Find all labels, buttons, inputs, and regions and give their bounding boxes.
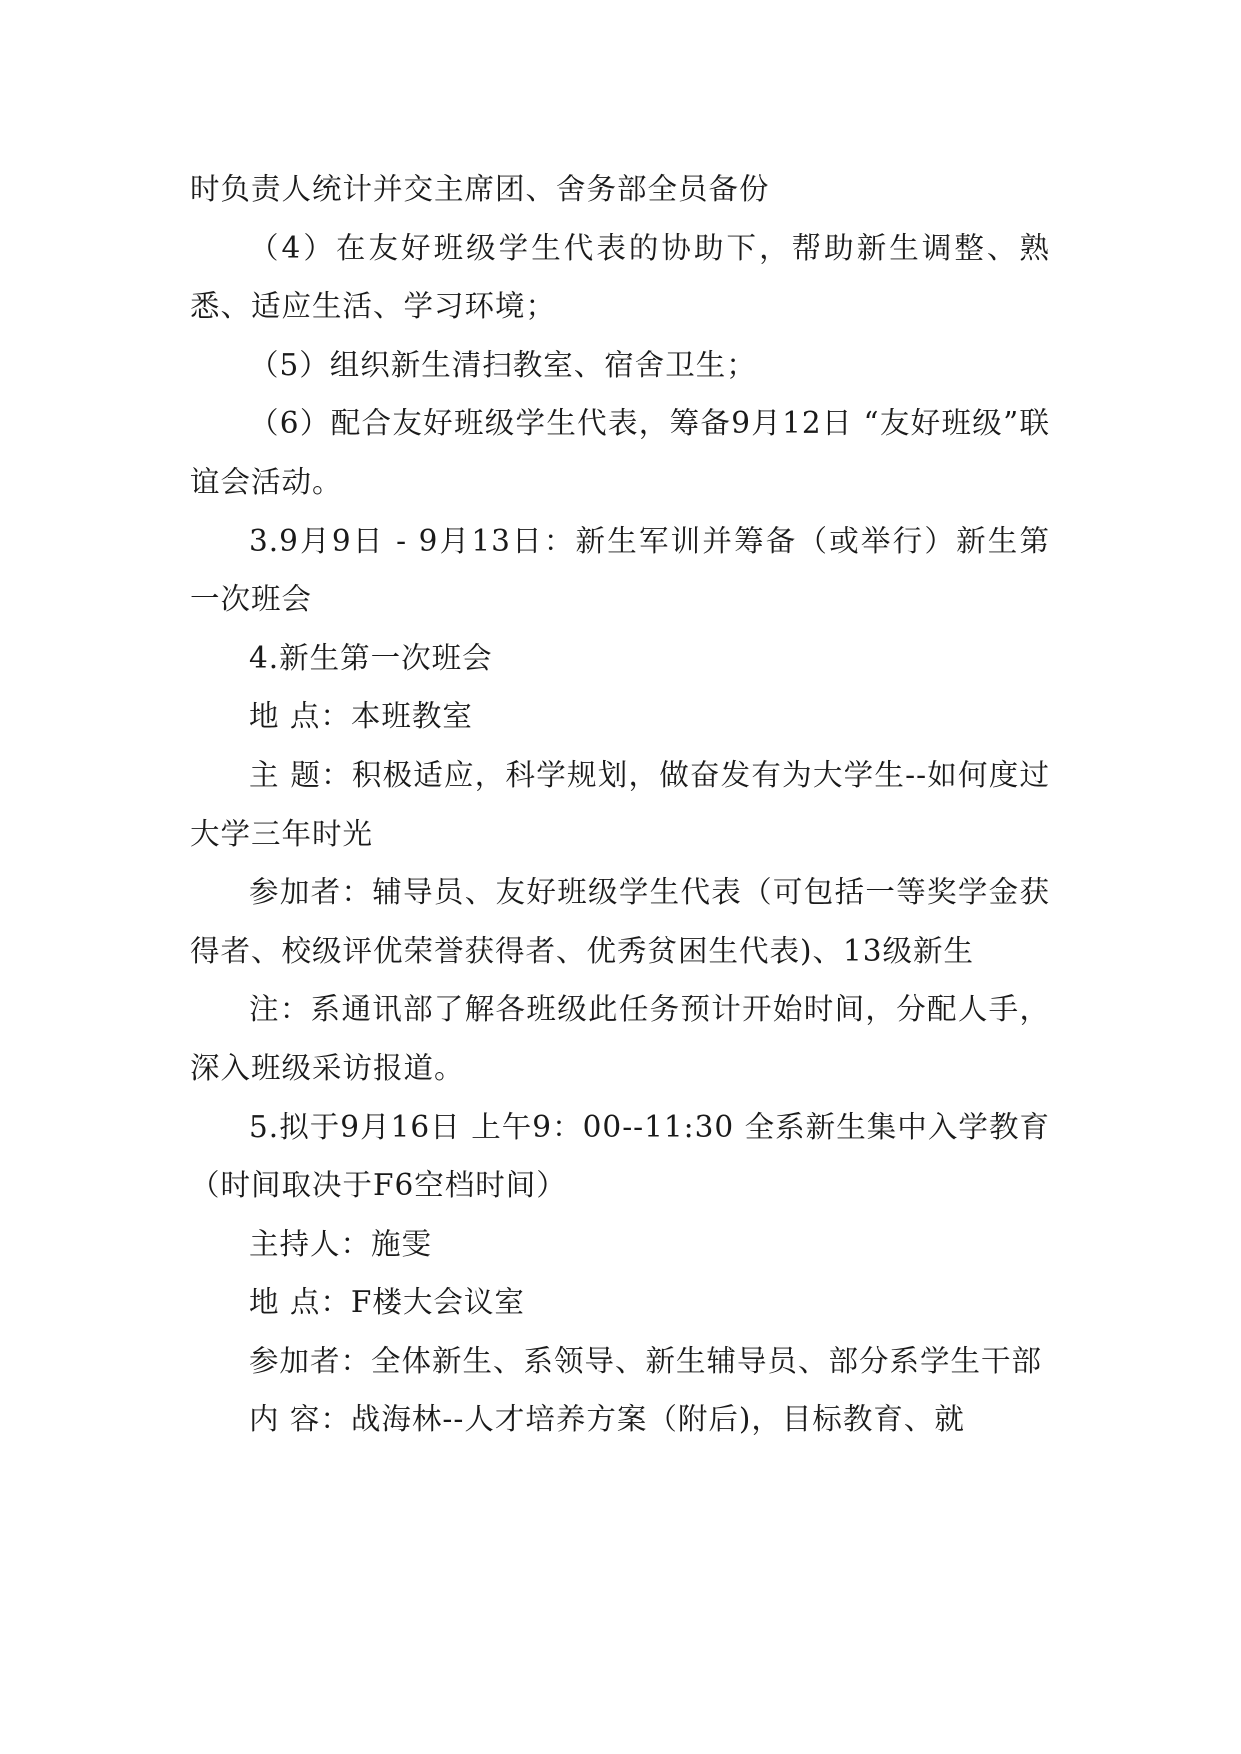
paragraph: （4）在友好班级学生代表的协助下，帮助新生调整、熟悉、适应生活、学习环境； xyxy=(190,230,1050,324)
document-body xyxy=(190,160,1050,1449)
paragraph: 主持人：施雯 xyxy=(249,1226,433,1261)
paragraph: 3.9月9日 - 9月13日：新生军训并筹备（或举行）新生第一次班会 xyxy=(190,523,1050,617)
paragraph: 地 点：F楼大会议室 xyxy=(249,1285,525,1320)
paragraph: 参加者：辅导员、友好班级学生代表（可包括一等奖学金获得者、校级评优荣誉获得者、优秀贫困生代表)、13级新生 xyxy=(190,875,1050,968)
paragraph: 主 题：积极适应，科学规划，做奋发有为大学生--如何度过大学三年时光 xyxy=(190,757,1050,851)
paragraph: 5.拟于9月16日 上午9：00--11:30 全系新生集中入学教育（时间取决于F6空档时间） xyxy=(190,1109,1050,1203)
paragraph: （5）组织新生清扫教室、宿舍卫生； xyxy=(249,347,757,382)
paragraph: 注：系通讯部了解各班级此任务预计开始时间，分配人手，深入班级采访报道。 xyxy=(190,992,1050,1085)
paragraph: （6）配合友好班级学生代表，筹备9月12日 “友好班级”联谊会活动。 xyxy=(190,406,1050,499)
paragraph: 时负责人统计并交主席团、舍务部全员备份 xyxy=(190,172,770,206)
paragraph: 地 点：本班教室 xyxy=(249,699,473,734)
paragraph: 内 容：战海林--人才培养方案（附后)，目标教育、就 xyxy=(249,1402,965,1437)
paragraph: 参加者：全体新生、系领导、新生辅导员、部分系学生干部 xyxy=(249,1343,1043,1378)
paragraph: 4.新生第一次班会 xyxy=(249,640,493,675)
